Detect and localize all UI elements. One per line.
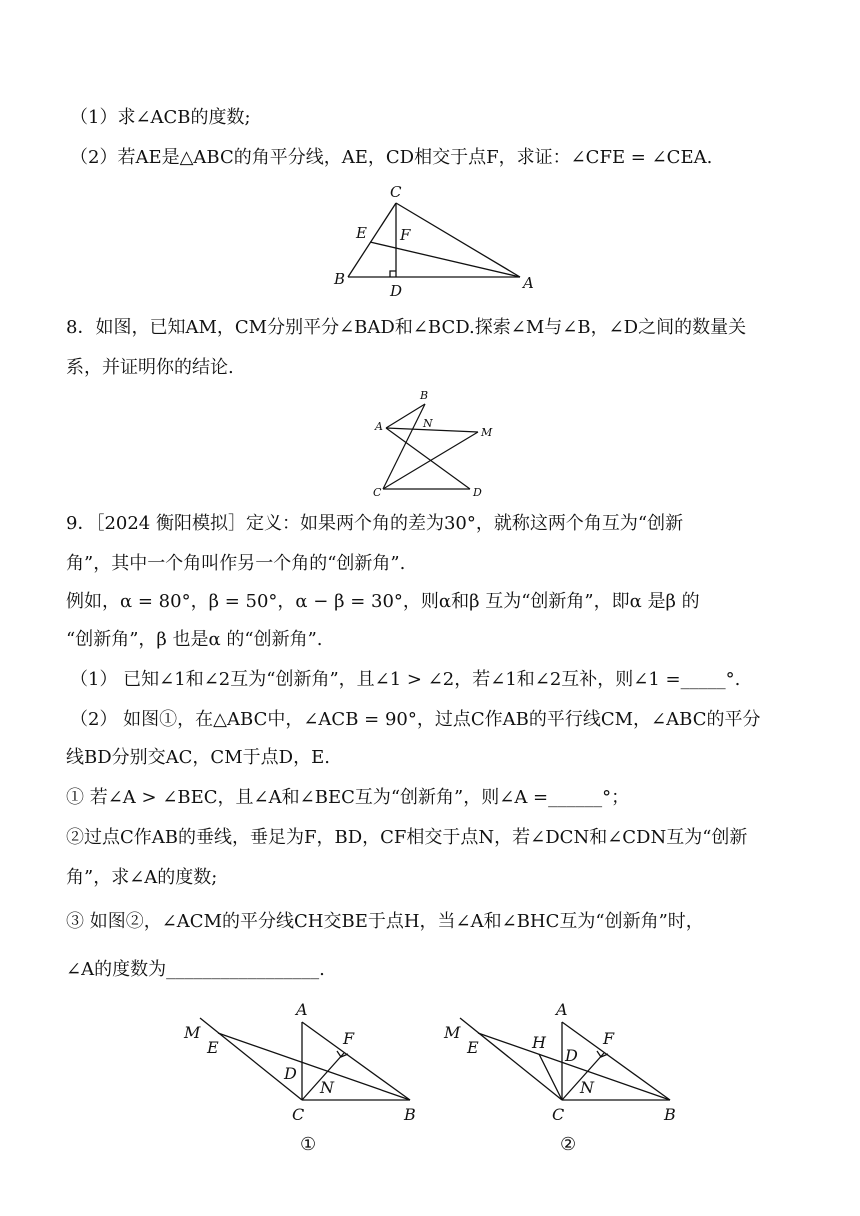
label-C: C <box>390 183 402 201</box>
segment-AB <box>562 1022 670 1100</box>
label-N: N <box>423 417 433 430</box>
label-B: B <box>420 389 429 402</box>
label-N: N <box>320 1078 334 1097</box>
q9-line10: 角”，求∠A的度数; <box>66 867 218 888</box>
label-D: D <box>284 1064 297 1083</box>
figure-1-caption: ① <box>300 1134 317 1155</box>
segment-EA <box>370 242 520 277</box>
q7-part1: （1）求∠ACB的度数; <box>70 107 251 128</box>
q9-line12: ∠A的度数为_________________. <box>66 959 325 980</box>
label-C: C <box>292 1105 305 1124</box>
label-D: D <box>565 1046 578 1065</box>
label-C: C <box>373 486 382 499</box>
q9-figure-1 <box>180 992 430 1162</box>
label-F: F <box>400 226 411 244</box>
label-B: B <box>664 1105 676 1124</box>
label-F: F <box>603 1029 615 1048</box>
label-D: D <box>473 486 482 499</box>
q8-line2: 系，并证明你的结论. <box>66 357 234 378</box>
q8-figure <box>370 388 500 503</box>
label-E: E <box>356 224 367 242</box>
q7-triangle-figure <box>320 180 550 300</box>
segment-EB <box>218 1033 410 1100</box>
label-M: M <box>184 1023 201 1042</box>
q9-line1: 9．［2024 衡阳模拟］定义：如果两个角的差为30°，就称这两个角互为“创新 <box>66 513 684 534</box>
q9-line6: （2） 如图①，在△ABC中，∠ACB = 90°，过点C作AB的平行线CM，∠ABC的平分 <box>70 709 761 730</box>
q7-part2: （2）若AE是△ABC的角平分线，AE，CD相交于点F，求证：∠CFE = ∠CEA. <box>70 147 713 168</box>
segment-EB <box>478 1033 670 1100</box>
label-M: M <box>444 1023 461 1042</box>
label-A: A <box>523 274 534 292</box>
label-E: E <box>467 1038 479 1057</box>
label-B: B <box>404 1105 416 1124</box>
figure-2-caption: ② <box>560 1134 577 1155</box>
q9-line7: 线BD分别交AC，CM于点D，E. <box>66 747 330 768</box>
right-angle-mark <box>390 271 396 277</box>
label-A: A <box>296 1000 308 1019</box>
q9-line2: 角”，其中一个角叫作另一个角的“创新角”. <box>66 553 406 574</box>
label-N: N <box>580 1078 594 1097</box>
segment-AB <box>302 1022 410 1100</box>
label-A: A <box>375 420 383 433</box>
label-A: A <box>556 1000 568 1019</box>
segment-CA <box>396 203 520 277</box>
label-M: M <box>481 426 493 439</box>
q9-line5: （1） 已知∠1和∠2互为“创新角”，且∠1 > ∠2，若∠1和∠2互补，则∠1 =_____°. <box>70 669 741 690</box>
segment-MC <box>200 1018 302 1100</box>
q9-line3: 例如，α = 80°，β = 50°，α − β = 30°，则α和β 互为“创新角”，即α 是β 的 <box>66 591 700 612</box>
label-C: C <box>552 1105 565 1124</box>
q9-line8: ① 若∠A > ∠BEC，且∠A和∠BEC互为“创新角”，则∠A =______°； <box>66 787 630 808</box>
label-E: E <box>207 1038 219 1057</box>
label-H: H <box>532 1033 546 1052</box>
label-B: B <box>334 270 346 288</box>
segment-MC <box>460 1018 562 1100</box>
label-D: D <box>390 282 403 300</box>
q9-figure-2 <box>440 992 690 1162</box>
q9-line4: “创新角”，β 也是α 的“创新角”. <box>66 629 323 650</box>
q9-line9: ②过点C作AB的垂线，垂足为F，BD，CF相交于点N，若∠DCN和∠CDN互为“创新 <box>66 827 748 848</box>
q8-line1: 8．如图，已知AM，CM分别平分∠BAD和∠BCD.探索∠M与∠B，∠D之间的数量关 <box>66 317 747 338</box>
q9-line11: ③ 如图②，∠ACM的平分线CH交BE于点H，当∠A和∠BHC互为“创新角”时， <box>66 911 704 932</box>
label-F: F <box>343 1029 355 1048</box>
